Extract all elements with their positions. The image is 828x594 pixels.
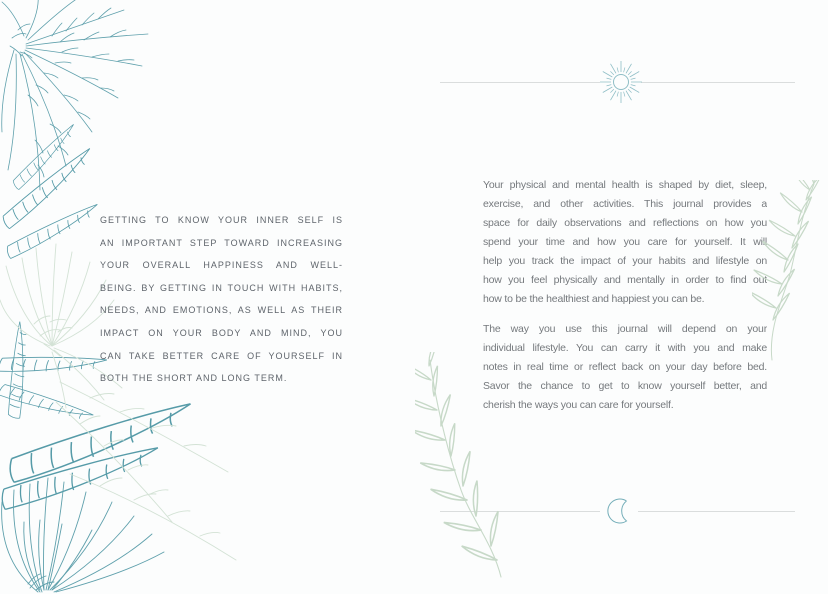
paragraph-line: The way you use this journal will depend on your bbox=[483, 323, 767, 335]
paragraph-line: space for daily observations and reflections on how you bbox=[483, 217, 767, 229]
intro-line: CAN TAKE BETTER CARE OF YOURSELF IN bbox=[100, 350, 343, 361]
paragraph-line: how you feel physically and mentally in order to find out bbox=[483, 274, 767, 286]
body-text-block bbox=[483, 176, 767, 415]
intro-line: IMPACT ON YOUR BODY AND MIND, YOU bbox=[100, 327, 343, 338]
paragraph-line: Your physical and mental health is shaped by diet, sleep, bbox=[483, 179, 767, 191]
paragraph-line: Savor the chance to get to know yourself better, and bbox=[483, 380, 767, 392]
sun-icon bbox=[596, 57, 646, 107]
intro-text-block bbox=[100, 209, 343, 390]
paragraph-line: how to be the healthiest and happiest you can be. bbox=[483, 293, 705, 305]
paragraph-line: individual lifestyle. You can carry it with you and make bbox=[483, 342, 767, 354]
crescent-moon-icon bbox=[604, 495, 636, 527]
bottom-divider-line-right bbox=[638, 511, 795, 512]
body-paragraph-2 bbox=[483, 320, 767, 415]
intro-line: BOTH THE SHORT AND LONG TERM. bbox=[100, 373, 288, 384]
bottom-divider-line-left bbox=[440, 511, 600, 512]
intro-line: NEEDS, AND EMOTIONS, AS WELL AS THEIR bbox=[100, 305, 343, 316]
top-divider-line-right bbox=[641, 82, 795, 83]
body-paragraph-1 bbox=[483, 176, 767, 309]
paragraph-line: notes in real time or reflect back on your day before bed. bbox=[483, 361, 767, 373]
intro-line: GETTING TO KNOW YOUR INNER SELF IS bbox=[100, 215, 343, 225]
top-divider-line-left bbox=[440, 82, 600, 83]
paragraph-line: spend your time and how you care for yourself. It will bbox=[483, 236, 767, 248]
intro-line: AN IMPORTANT STEP TOWARD INCREASING bbox=[100, 237, 343, 248]
paragraph-line: exercise, and other activities. This journal provides a bbox=[483, 198, 767, 210]
feather-frond-illustration bbox=[2, 0, 148, 190]
intro-line: BEING. BY GETTING IN TOUCH WITH HABITS, bbox=[100, 282, 343, 293]
paragraph-line: cherish the ways you can care for yourself. bbox=[483, 399, 674, 411]
intro-line: YOUR OVERALL HAPPINESS AND WELL- bbox=[100, 260, 343, 271]
paragraph-line: help you track the impact of your habits and lifestyle on bbox=[483, 255, 767, 267]
spiky-plant-illustration bbox=[2, 478, 164, 592]
